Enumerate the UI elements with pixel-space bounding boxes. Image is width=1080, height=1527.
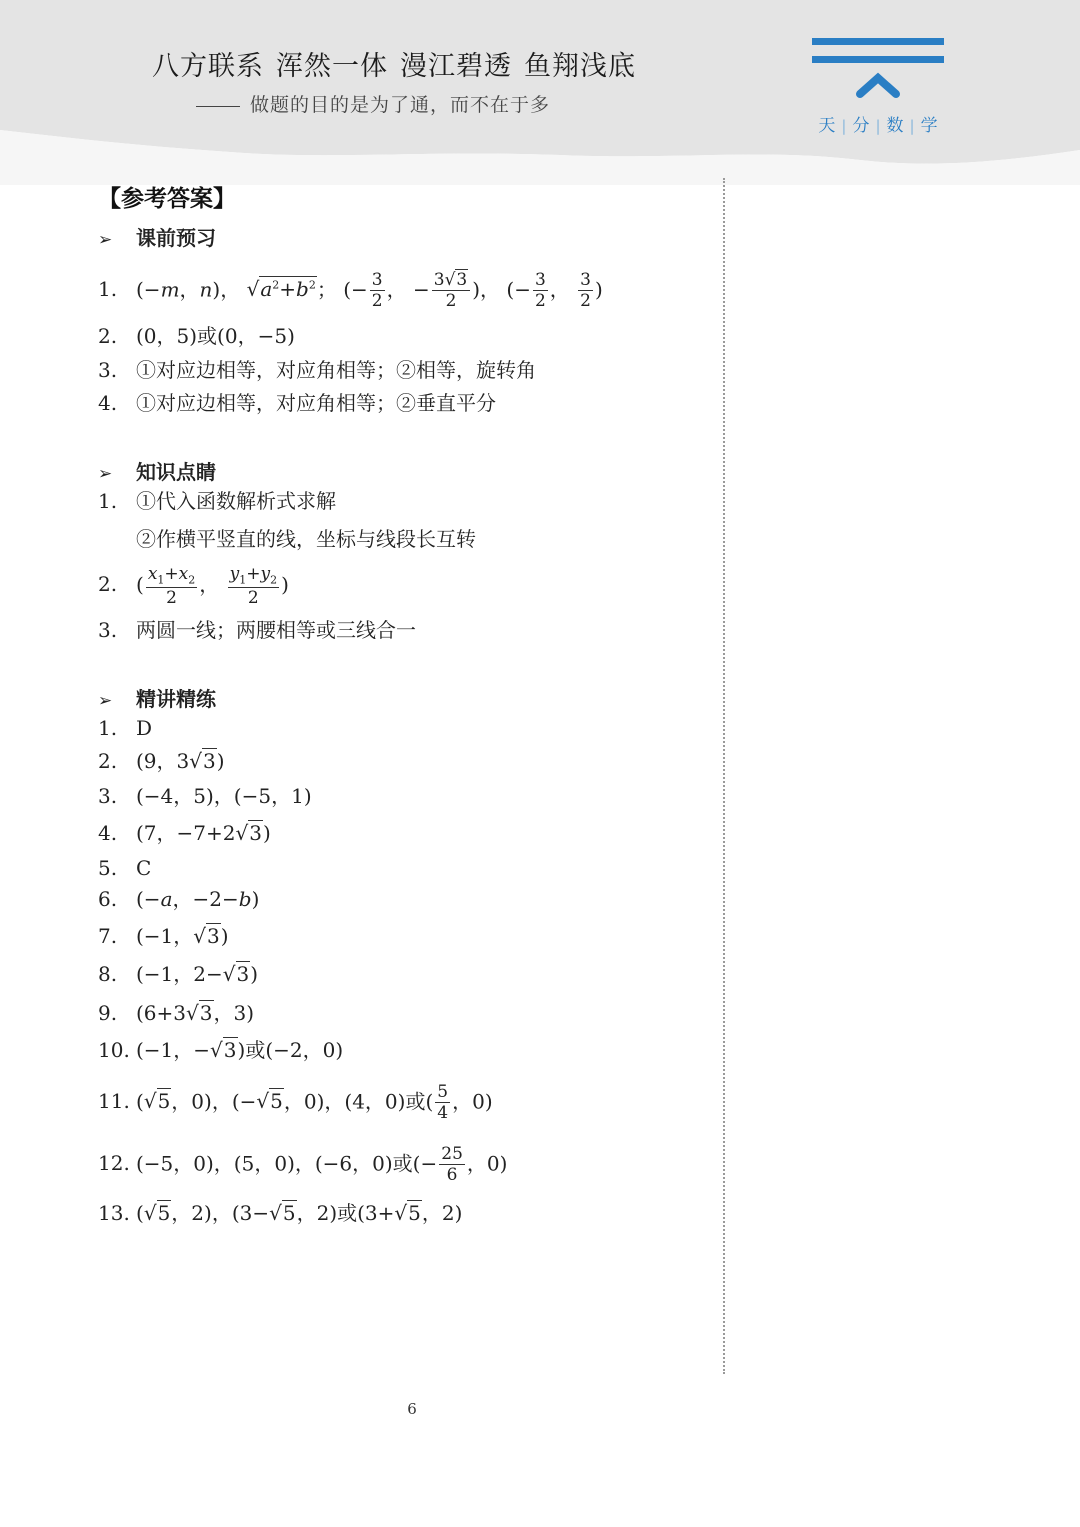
answer-item: 2. (9，3√3) <box>98 749 225 773</box>
answer-item: 5. C <box>98 856 152 880</box>
answer-item: 3. 两圆一线；两腰相等或三线合一 <box>98 618 416 642</box>
answer-item: 1. (−m，n)， $√a^2+b^2$； (− $\frac{3}{2}$ ， − $\frac{3√3}{2}$ )， (− $\frac{3}{2}$ ， $\frac{3}{2}$ ) <box>98 270 603 312</box>
arrow-icon: ➢ <box>98 230 113 250</box>
answers-title: 【参考答案】 <box>98 186 236 212</box>
answer-item: 12. (−5，0)，(5，0)，(−6，0)或(− $\frac{25}{6}$ ，0) <box>98 1144 508 1186</box>
section-title-preview: ➢ 课前预习 <box>98 226 216 250</box>
header-motto: 八方联系 浑然一体 漫江碧透 鱼翔浅底 <box>152 51 636 82</box>
answer-item: 4. ①对应边相等，对应角相等；②垂直平分 <box>98 391 496 415</box>
answer-item: 8. (−1，2−√3) <box>98 962 259 986</box>
answer-item: 11. (√5，0)，(−√5，0)，(4，0)或( $\frac{5}{4}$ ，0) <box>98 1082 493 1124</box>
answer-item: 9. (6+3√3，3) <box>98 1001 255 1025</box>
logo-text: 天 | 分 | 数 | 学 <box>818 116 938 136</box>
answer-item: 10. (−1，−√3)或(−2，0) <box>98 1038 344 1062</box>
page-number: 6 <box>407 1400 417 1418</box>
section-title-practice: ➢ 精讲精练 <box>98 687 216 711</box>
answer-item: 13. (√5，2)，(3−√5，2)或(3+√5，2) <box>98 1201 463 1225</box>
answer-item: 2. ( $\frac{x_1+x_2}{2}$ ， $\frac{y_1+y_2}{2}$ ) <box>98 564 289 608</box>
answer-item: 3. (−4，5)，(−5，1) <box>98 784 312 808</box>
answer-item: 6. (−a，−2−b) <box>98 887 260 911</box>
answer-item: 2. (0，5)或(0，−5) <box>98 324 295 348</box>
arrow-icon: ➢ <box>98 464 113 484</box>
column-divider <box>723 178 725 1374</box>
answer-item: 1. ①代入函数解析式求解 <box>98 489 336 513</box>
arrow-icon: ➢ <box>98 691 113 711</box>
answer-item: 4. (7，−7+2√3) <box>98 821 271 845</box>
answer-item-continuation: ②作横平竖直的线，坐标与线段长互转 <box>136 527 476 551</box>
section-title-knowledge: ➢ 知识点睛 <box>98 460 216 484</box>
answer-item: 1. D <box>98 716 153 740</box>
header-submotto: 做题的目的是为了通，而不在于多 <box>196 90 550 117</box>
answer-item: 3. ①对应边相等，对应角相等；②相等，旋转角 <box>98 358 536 382</box>
answer-item: 7. (−1，√3) <box>98 924 229 948</box>
